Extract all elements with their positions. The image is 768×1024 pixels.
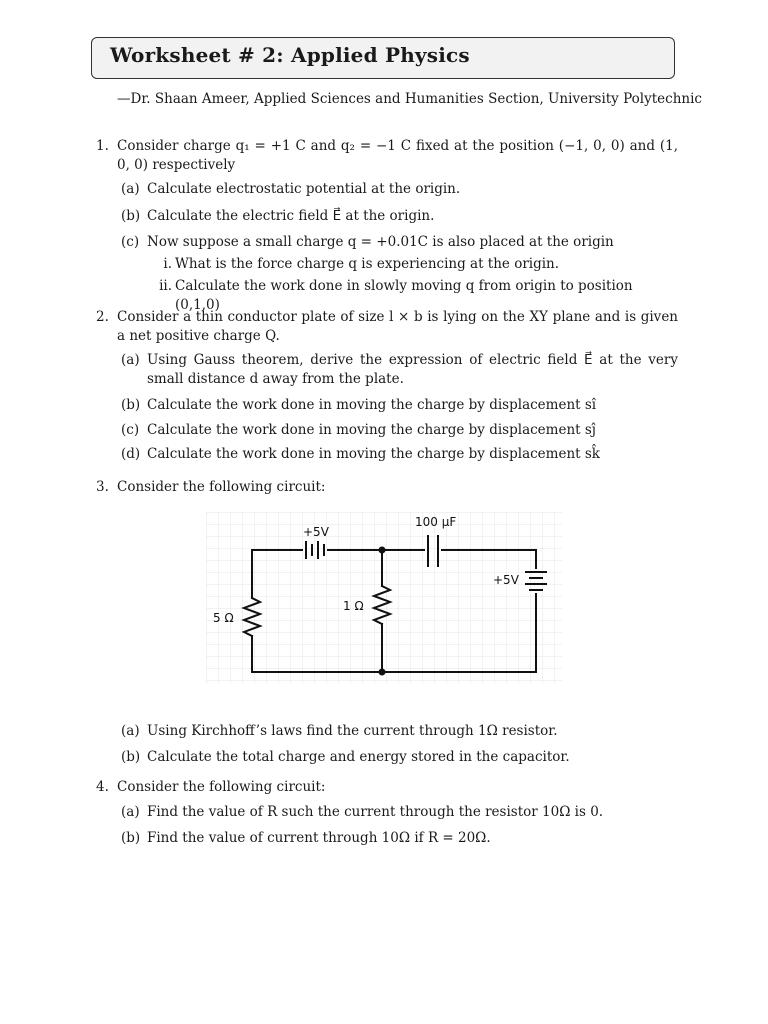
author-line: —Dr. Shaan Ameer, Applied Sciences and Humanities Section, University Polytechnic <box>117 91 702 107</box>
battery-top-label: +5V <box>303 525 329 539</box>
question-4-part-a <box>121 803 678 822</box>
question-text: Consider the following circuit: <box>117 479 326 495</box>
part-text: Find the value of current through 10Ω if R = 20Ω. <box>147 830 491 846</box>
question-4 <box>96 778 678 797</box>
question-3 <box>96 478 678 497</box>
part-text: Using Kirchhoff’s laws find the current through 1Ω resistor. <box>147 723 558 739</box>
question-1-subpart-i <box>156 255 678 274</box>
part-label: (b) <box>121 208 141 224</box>
part-label: (a) <box>121 181 140 197</box>
subpart-text: Calculate the work done in slowly moving q from origin to position (0,1,0) <box>175 278 633 313</box>
question-2-part-c <box>121 421 678 440</box>
part-label: (c) <box>121 422 140 438</box>
part-label: (d) <box>121 446 141 462</box>
question-3-part-b <box>121 748 678 767</box>
junction-dot <box>379 547 386 554</box>
question-number: 3. <box>96 479 109 495</box>
part-text: Calculate the work done in moving the charge by displacement sk̂ <box>147 446 600 462</box>
question-1-part-a <box>121 180 678 199</box>
question-2 <box>96 308 678 346</box>
question-1-part-c <box>121 233 678 252</box>
part-label: (a) <box>121 352 140 368</box>
grid-background <box>206 512 562 684</box>
question-1-part-b <box>121 207 678 226</box>
part-text: Calculate the total charge and energy stored in the capacitor. <box>147 749 570 765</box>
question-2-part-b <box>121 396 678 415</box>
part-text: Calculate electrostatic potential at the origin. <box>147 181 461 197</box>
question-1 <box>96 137 678 175</box>
part-text: Calculate the work done in moving the charge by displacement sî <box>147 397 597 413</box>
circuit-diagram <box>206 512 562 690</box>
question-2-part-a <box>121 351 678 389</box>
question-number: 2. <box>96 309 109 325</box>
part-text: Find the value of R such the current through the resistor 10Ω is 0. <box>147 804 604 820</box>
part-label: (b) <box>121 830 141 846</box>
resistor-mid-label: 1 Ω <box>343 599 364 613</box>
part-text: Calculate the work done in moving the charge by displacement sĵ <box>147 422 596 438</box>
question-text: Consider charge q₁ = +1 C and q₂ = −1 C fixed at the position (−1, 0, 0) and (1, 0, 0) respectively <box>117 138 678 173</box>
part-text: Calculate the electric field E⃗ at the origin. <box>147 208 435 224</box>
battery-right-label: +5V <box>493 573 519 587</box>
circuit-svg <box>206 512 562 684</box>
subpart-text: What is the force charge q is experiencing at the origin. <box>175 256 560 272</box>
question-3-part-a <box>121 722 678 741</box>
part-label: (b) <box>121 397 141 413</box>
question-2-part-d <box>121 445 678 464</box>
capacitor-label: 100 μF <box>415 515 457 529</box>
question-text: Consider the following circuit: <box>117 779 326 795</box>
part-text: Now suppose a small charge q = +0.01C is also placed at the origin <box>147 234 614 250</box>
worksheet-title: Worksheet # 2: Applied Physics <box>110 43 470 67</box>
part-label: (a) <box>121 723 140 739</box>
question-text: Consider a thin conductor plate of size l × b is lying on the XY plane and is given a net positive charge Q. <box>117 309 678 344</box>
junction-dot <box>379 669 386 676</box>
title-box <box>91 37 675 79</box>
part-label: (b) <box>121 749 141 765</box>
part-label: (a) <box>121 804 140 820</box>
question-4-part-b <box>121 829 678 848</box>
question-number: 4. <box>96 779 109 795</box>
resistor-left-label: 5 Ω <box>213 611 234 625</box>
subpart-label: ii. <box>159 278 172 294</box>
question-number: 1. <box>96 138 109 154</box>
subpart-label: i. <box>163 256 172 272</box>
part-text: Using Gauss theorem, derive the expression of electric field E⃗ at the very small distance d away from the plate. <box>147 352 678 387</box>
part-label: (c) <box>121 234 140 250</box>
